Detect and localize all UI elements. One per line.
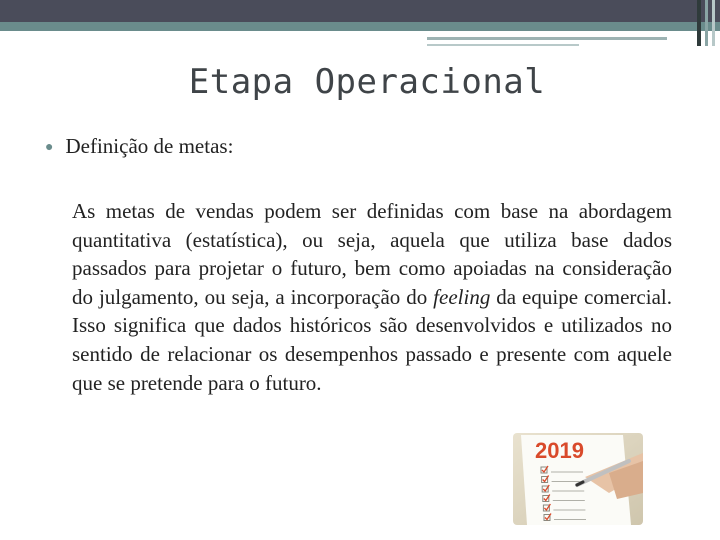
header-accent-line-short (427, 44, 579, 46)
slide-title: Etapa Operacional (188, 62, 546, 102)
body-paragraph (72, 197, 672, 397)
checklist-illustration (513, 433, 643, 525)
header-band-teal (0, 22, 720, 31)
corner-accent-bar (705, 0, 708, 46)
bullet-icon: ● (45, 140, 54, 155)
paragraph-text: As metas de vendas podem ser definidas com base na abordagem quantitativa (estatística), ou seja, aquela que utiliza base dados passados para projetar o futuro, bem como apoiadas na consideração do julgamento, ou seja, a incorporação do (72, 199, 672, 309)
year-label: 2019 (535, 438, 584, 463)
bullet-label: Definição de metas: (65, 134, 234, 158)
corner-accent-bar (712, 0, 715, 46)
header-band-dark (0, 0, 720, 22)
checklist-2019-image (513, 433, 643, 525)
paragraph-emphasis: feeling (433, 284, 491, 309)
header-accent-line (427, 37, 667, 40)
paragraph-text: da equipe comercial. Isso significa que dados históricos são desenvolvidos e utilizados no sentido de relacionar os desempenhos passado e presente com aquele que se pretende para o futuro. (72, 284, 672, 395)
corner-accent-bar (697, 0, 701, 46)
bullet-item (45, 134, 233, 159)
